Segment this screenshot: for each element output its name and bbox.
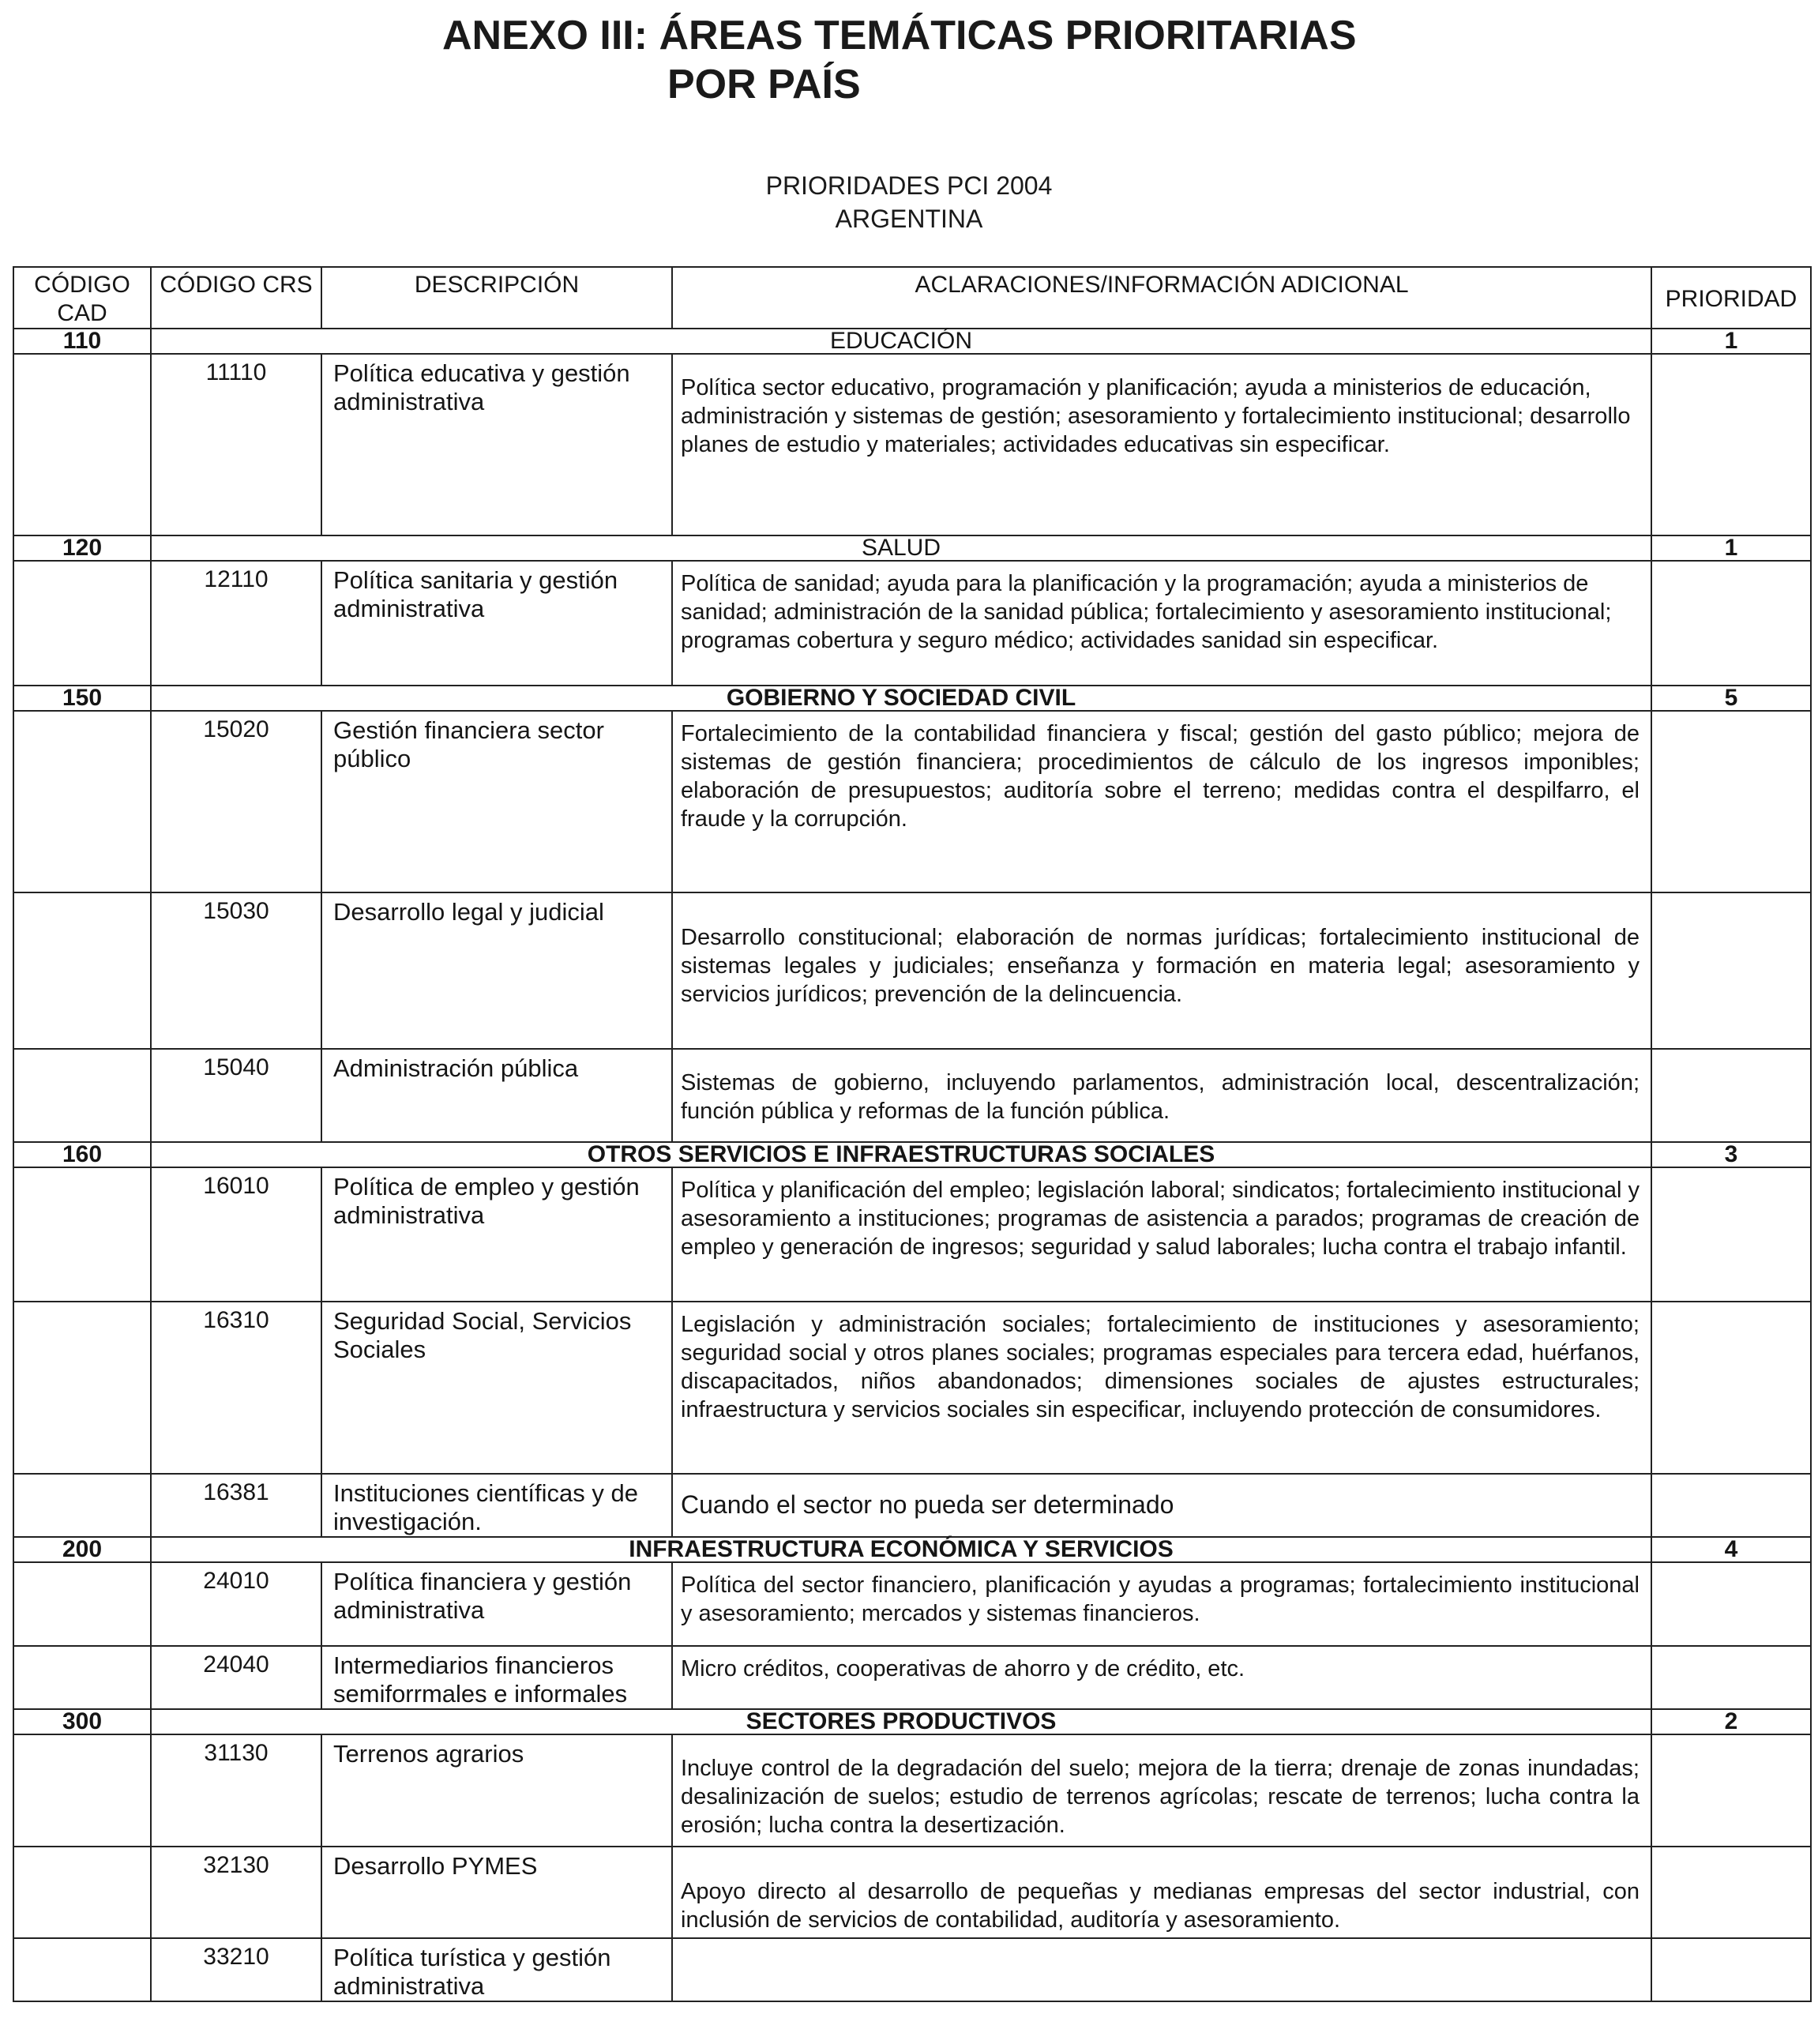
table-row bbox=[13, 1167, 1811, 1302]
section-name: GOBIERNO Y SOCIEDAD CIVIL bbox=[151, 686, 1651, 711]
crs-code: 16010 bbox=[151, 1167, 321, 1302]
crs-code: 32130 bbox=[151, 1847, 321, 1938]
row-description: Instituciones científicas y de investigación. bbox=[321, 1474, 672, 1537]
cad-empty-cell bbox=[13, 1562, 151, 1646]
title-line-1: ANEXO III: ÁREAS TEMÁTICAS PRIORITARIAS bbox=[442, 13, 1357, 58]
row-additional-info: Fortalecimiento de la contabilidad financiera y fiscal; gestión del gasto público; mejora de sistemas de gestión financiera; procedimientos de cálculo de los ingresos imponibles; elaboración de presupuestos; auditoría sobre el terreno; medidas contra el despilfarro, el fraude y la corrupción. bbox=[672, 711, 1651, 892]
row-additional-info: Legislación y administración sociales; fortalecimiento de instituciones y asesoramiento; seguridad social y otros planes sociales; programas especiales para tercera edad, huérfanos, discapacitados, niños abandonados; dimensiones sociales de ajustes estructurales; infraestructura y servicios sociales sin especificar, incluyendo protección de consumidores. bbox=[672, 1302, 1651, 1474]
title-line-2: POR PAÍS bbox=[667, 62, 861, 107]
crs-code: 15040 bbox=[151, 1049, 321, 1142]
priority-empty-cell bbox=[1651, 1646, 1811, 1709]
table-header-row bbox=[13, 267, 1811, 329]
table-row bbox=[13, 1474, 1811, 1537]
section-cad-code: 110 bbox=[13, 329, 151, 354]
row-additional-info: Incluye control de la degradación del suelo; mejora de la tierra; drenaje de zonas inundadas; desalinización de suelos; estudio de terrenos agrícolas; rescate de terrenos; lucha contra la erosión; lucha contra la desertización. bbox=[672, 1734, 1651, 1847]
priority-empty-cell bbox=[1651, 1167, 1811, 1302]
row-description: Gestión financiera sector público bbox=[321, 711, 672, 892]
crs-code: 16310 bbox=[151, 1302, 321, 1474]
section-name: OTROS SERVICIOS E INFRAESTRUCTURAS SOCIALES bbox=[151, 1142, 1651, 1167]
priority-empty-cell bbox=[1651, 892, 1811, 1049]
table-row bbox=[13, 1734, 1811, 1847]
row-description: Política financiera y gestión administrativa bbox=[321, 1562, 672, 1646]
section-row bbox=[13, 686, 1811, 711]
table-row bbox=[13, 711, 1811, 892]
row-additional-info: Política sector educativo, programación y planificación; ayuda a ministerios de educación, administración y sistemas de gestión; asesoramiento y fortalecimiento institucional; desarrollo planes de estudio y materiales; actividades educativas sin especificar. bbox=[672, 354, 1651, 535]
row-additional-info: Cuando el sector no pueda ser determinado bbox=[672, 1474, 1651, 1537]
crs-code: 15020 bbox=[151, 711, 321, 892]
cad-empty-cell bbox=[13, 1049, 151, 1142]
section-row bbox=[13, 535, 1811, 561]
crs-code: 11110 bbox=[151, 354, 321, 535]
cad-empty-cell bbox=[13, 1474, 151, 1537]
cad-empty-cell bbox=[13, 1646, 151, 1709]
row-description: Terrenos agrarios bbox=[321, 1734, 672, 1847]
row-additional-info: Apoyo directo al desarrollo de pequeñas y medianas empresas del sector industrial, con inclusión de servicios de contabilidad, auditoría y asesoramiento. bbox=[672, 1847, 1651, 1938]
crs-code: 15030 bbox=[151, 892, 321, 1049]
table-row bbox=[13, 1562, 1811, 1646]
priority-empty-cell bbox=[1651, 1938, 1811, 2001]
crs-code: 16381 bbox=[151, 1474, 321, 1537]
table-row bbox=[13, 1646, 1811, 1709]
row-description: Política educativa y gestión administrativa bbox=[321, 354, 672, 535]
row-additional-info: Política de sanidad; ayuda para la planificación y la programación; ayuda a ministerios de sanidad; administración de la sanidad pública; fortalecimiento y asesoramiento institucional; programas cobertura y seguro médico; actividades sanidad sin especificar. bbox=[672, 561, 1651, 686]
section-cad-code: 160 bbox=[13, 1142, 151, 1167]
priority-empty-cell bbox=[1651, 1562, 1811, 1646]
section-cad-code: 200 bbox=[13, 1537, 151, 1562]
crs-code: 33210 bbox=[151, 1938, 321, 2001]
document-title bbox=[442, 11, 1357, 109]
crs-code: 12110 bbox=[151, 561, 321, 686]
section-priority: 5 bbox=[1651, 686, 1811, 711]
crs-code: 31130 bbox=[151, 1734, 321, 1847]
row-additional-info bbox=[672, 1938, 1651, 2001]
cad-empty-cell bbox=[13, 1847, 151, 1938]
row-description: Desarrollo PYMES bbox=[321, 1847, 672, 1938]
priority-empty-cell bbox=[1651, 711, 1811, 892]
table-row bbox=[13, 354, 1811, 535]
priority-empty-cell bbox=[1651, 354, 1811, 535]
section-priority: 1 bbox=[1651, 535, 1811, 561]
row-description: Política turística y gestión administrativa bbox=[321, 1938, 672, 2001]
section-row bbox=[13, 1709, 1811, 1734]
header-aclaraciones: ACLARACIONES/INFORMACIÓN ADICIONAL bbox=[672, 267, 1651, 329]
table-row bbox=[13, 1302, 1811, 1474]
section-cad-code: 120 bbox=[13, 535, 151, 561]
priority-empty-cell bbox=[1651, 1302, 1811, 1474]
subtitle-line-2: ARGENTINA bbox=[835, 205, 983, 233]
header-crs: CÓDIGO CRS bbox=[151, 267, 321, 329]
row-description: Administración pública bbox=[321, 1049, 672, 1142]
section-priority: 4 bbox=[1651, 1537, 1811, 1562]
section-name: SECTORES PRODUCTIVOS bbox=[151, 1709, 1651, 1734]
row-additional-info: Micro créditos, cooperativas de ahorro y de crédito, etc. bbox=[672, 1646, 1651, 1709]
crs-code: 24040 bbox=[151, 1646, 321, 1709]
table-row bbox=[13, 892, 1811, 1049]
cad-empty-cell bbox=[13, 1938, 151, 2001]
section-row bbox=[13, 329, 1811, 354]
priority-empty-cell bbox=[1651, 1734, 1811, 1847]
row-description: Política sanitaria y gestión administrativa bbox=[321, 561, 672, 686]
section-priority: 2 bbox=[1651, 1709, 1811, 1734]
cad-empty-cell bbox=[13, 892, 151, 1049]
section-name: SALUD bbox=[151, 535, 1651, 561]
cad-empty-cell bbox=[13, 354, 151, 535]
row-description: Desarrollo legal y judicial bbox=[321, 892, 672, 1049]
row-additional-info: Política y planificación del empleo; legislación laboral; sindicatos; fortalecimiento institucional y asesoramiento a instituciones; programas de asistencia a parados; programas de creación de empleo y generación de ingresos; seguridad y salud laborales; lucha contra el trabajo infantil. bbox=[672, 1167, 1651, 1302]
table-row bbox=[13, 1049, 1811, 1142]
section-priority: 3 bbox=[1651, 1142, 1811, 1167]
section-cad-code: 300 bbox=[13, 1709, 151, 1734]
cad-empty-cell bbox=[13, 1734, 151, 1847]
document-subtitle bbox=[0, 169, 1818, 235]
crs-code: 24010 bbox=[151, 1562, 321, 1646]
priority-empty-cell bbox=[1651, 1847, 1811, 1938]
section-priority: 1 bbox=[1651, 329, 1811, 354]
cad-empty-cell bbox=[13, 1167, 151, 1302]
row-description: Política de empleo y gestión administrativa bbox=[321, 1167, 672, 1302]
row-description: Intermediarios financieros semiforrmales e informales bbox=[321, 1646, 672, 1709]
row-additional-info: Sistemas de gobierno, incluyendo parlamentos, administración local, descentralización; función pública y reformas de la función pública. bbox=[672, 1049, 1651, 1142]
cad-empty-cell bbox=[13, 1302, 151, 1474]
section-name: EDUCACIÓN bbox=[151, 329, 1651, 354]
priorities-table bbox=[13, 266, 1812, 2002]
header-descripcion: DESCRIPCIÓN bbox=[321, 267, 672, 329]
row-additional-info: Política del sector financiero, planificación y ayudas a programas; fortalecimiento institucional y asesoramiento; mercados y sistemas financieros. bbox=[672, 1562, 1651, 1646]
section-row bbox=[13, 1537, 1811, 1562]
priority-empty-cell bbox=[1651, 1474, 1811, 1537]
row-description: Seguridad Social, Servicios Sociales bbox=[321, 1302, 672, 1474]
table-row bbox=[13, 1847, 1811, 1938]
cad-empty-cell bbox=[13, 711, 151, 892]
section-cad-code: 150 bbox=[13, 686, 151, 711]
priority-empty-cell bbox=[1651, 561, 1811, 686]
section-name: INFRAESTRUCTURA ECONÓMICA Y SERVICIOS bbox=[151, 1537, 1651, 1562]
subtitle-line-1: PRIORIDADES PCI 2004 bbox=[765, 171, 1053, 200]
table-row bbox=[13, 561, 1811, 686]
priority-empty-cell bbox=[1651, 1049, 1811, 1142]
header-cad: CÓDIGO CAD bbox=[13, 267, 151, 329]
table-row bbox=[13, 1938, 1811, 2001]
header-prioridad: PRIORIDAD bbox=[1651, 267, 1811, 329]
section-row bbox=[13, 1142, 1811, 1167]
row-additional-info: Desarrollo constitucional; elaboración de normas jurídicas; fortalecimiento institucional de sistemas legales y judiciales; enseñanza y formación en materia legal; asesoramiento y servicios jurídicos; prevención de la delincuencia. bbox=[672, 892, 1651, 1049]
cad-empty-cell bbox=[13, 561, 151, 686]
